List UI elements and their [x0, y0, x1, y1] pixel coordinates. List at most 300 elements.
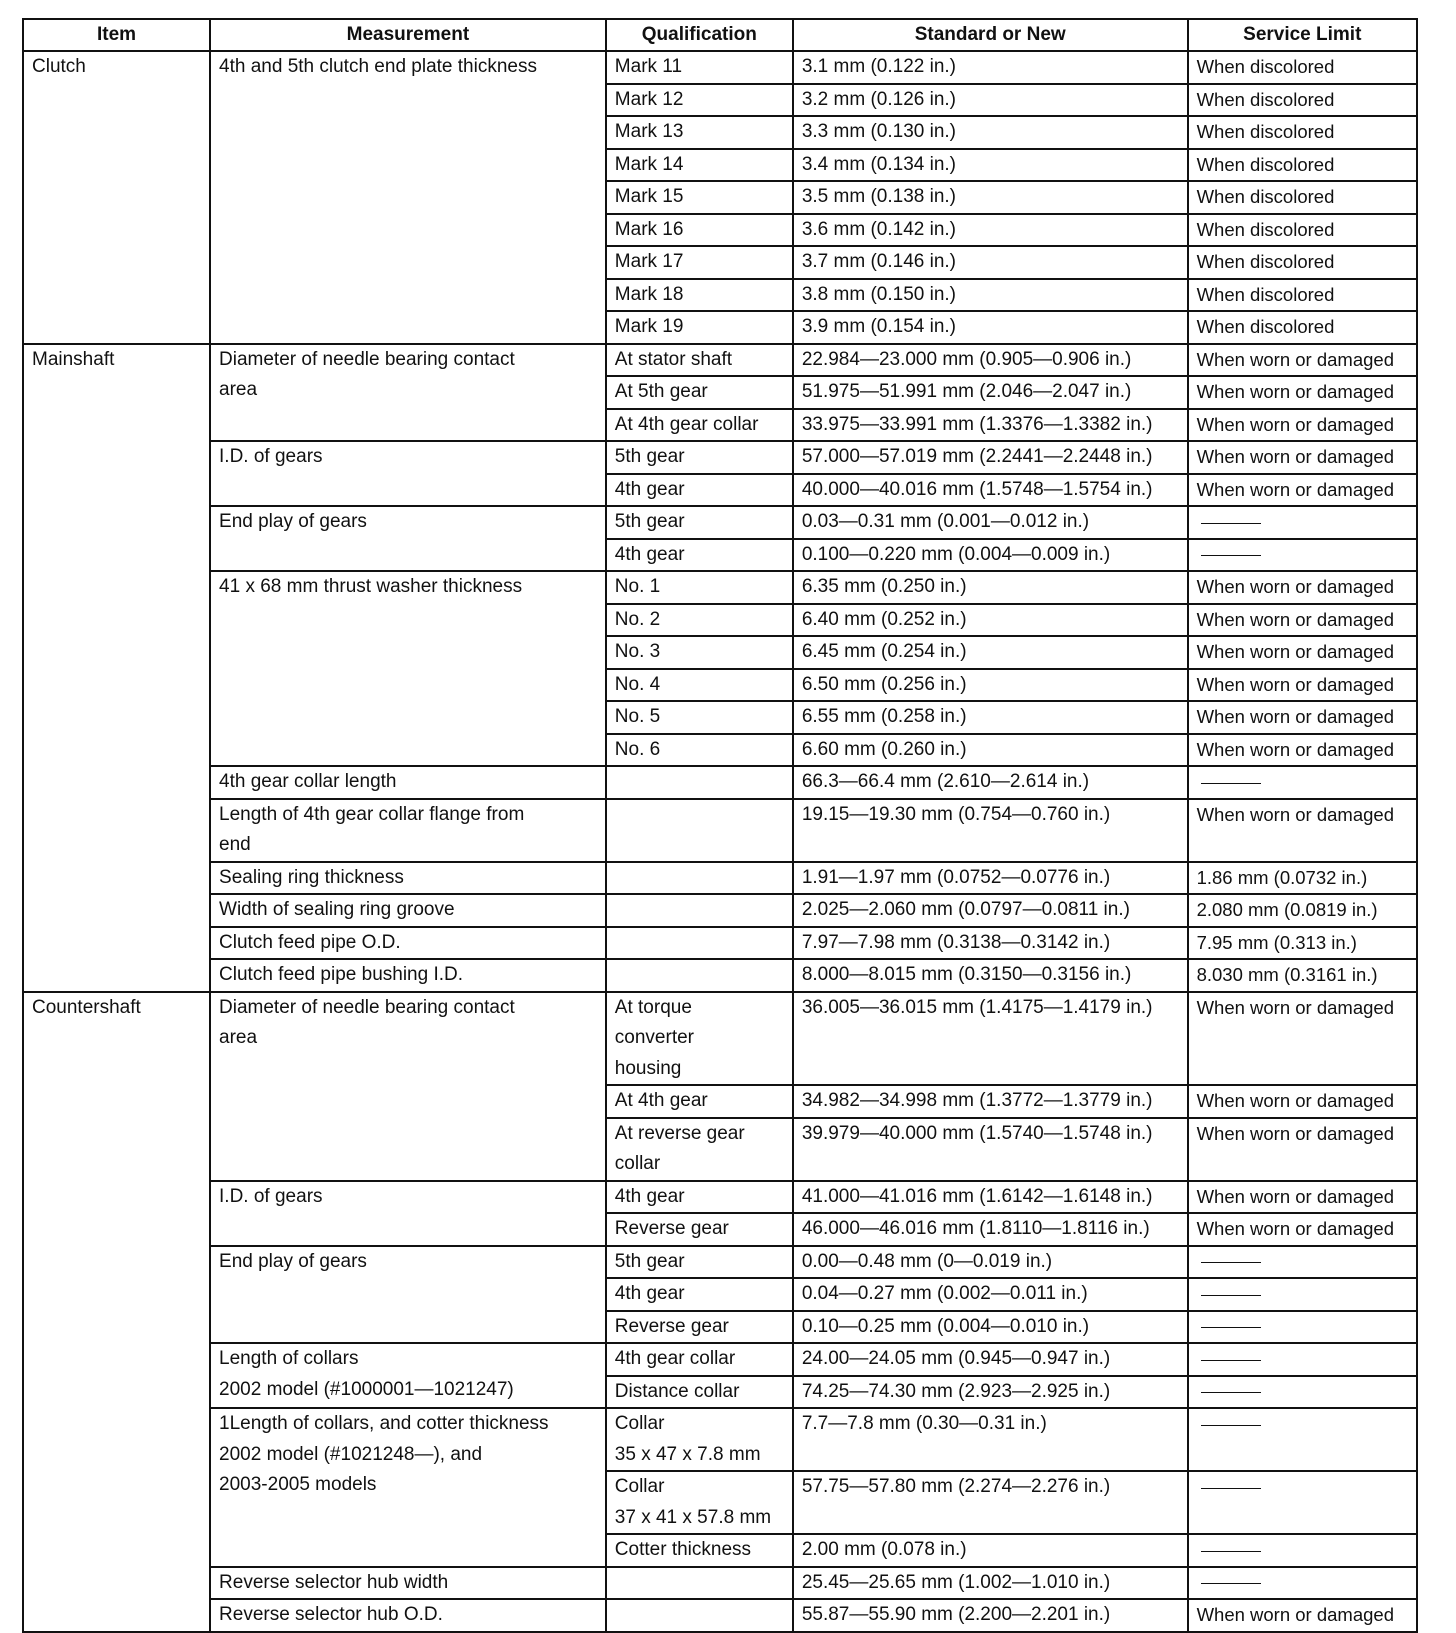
- measurement-cell: [210, 344, 606, 442]
- cell-line: 0.10—0.25 mm (0.004—0.010 in.): [801, 1315, 1090, 1337]
- cell-line: 74.25—74.30 mm (2.923—2.925 in.): [801, 1380, 1111, 1402]
- qualification-cell: [606, 1213, 793, 1246]
- no-limit-dash: [1201, 1488, 1261, 1489]
- service-limit-cell: [1188, 1471, 1417, 1534]
- service-limit-cell: [1188, 441, 1417, 474]
- cell-line: 34.982—34.998 mm (1.3772—1.3779 in.): [801, 1090, 1153, 1111]
- cell-line: Collar: [614, 1476, 665, 1497]
- cell-line: 3.5 mm (0.138 in.): [801, 186, 956, 207]
- cell-line: Mark 17: [614, 251, 684, 272]
- cell-line: No. 6: [614, 738, 661, 760]
- cell-line: When worn or damaged: [1196, 803, 1395, 825]
- cell-line: Diameter of needle bearing contact: [219, 996, 515, 1018]
- standard-cell: [793, 669, 1188, 702]
- standard-cell: [793, 1534, 1188, 1567]
- standard-cell: [793, 214, 1188, 247]
- cell-line: 41 x 68 mm thrust washer thickness: [219, 576, 523, 597]
- cell-line: When discolored: [1196, 251, 1335, 272]
- standard-cell: [793, 1085, 1188, 1118]
- cell-line: 57.75—57.80 mm (2.274—2.276 in.): [801, 1476, 1111, 1497]
- standard-cell: [793, 571, 1188, 604]
- cell-line: When worn or damaged: [1196, 608, 1395, 630]
- header-item: Item: [23, 19, 210, 51]
- cell-line: When worn or damaged: [1196, 1218, 1395, 1239]
- standard-cell: [793, 376, 1188, 409]
- standard-cell: [793, 1118, 1188, 1181]
- cell-line: When discolored: [1196, 316, 1335, 337]
- cell-line: 2.080 mm (0.0819 in.): [1196, 899, 1378, 920]
- standard-cell: [793, 409, 1188, 442]
- cell-line: At 4th gear: [614, 1090, 708, 1111]
- cell-line: When worn or damaged: [1196, 1604, 1395, 1625]
- service-limit-cell: [1188, 116, 1417, 149]
- header-row: [23, 19, 1417, 51]
- measurement-cell: [210, 862, 606, 895]
- cell-line: Mark 11: [614, 56, 683, 77]
- cell-line: At 5th gear: [614, 381, 708, 402]
- cell-line: At 4th gear collar: [614, 413, 759, 435]
- qualification-cell: [606, 506, 793, 539]
- table-header: [23, 19, 1417, 51]
- qualification-cell: [606, 1376, 793, 1409]
- standard-cell: [793, 701, 1188, 734]
- standard-cell: [793, 1278, 1188, 1311]
- cell-line: 5th gear: [614, 1250, 685, 1272]
- qualification-cell: [606, 1471, 793, 1534]
- cell-line: 0.03—0.31 mm (0.001—0.012 in.): [801, 511, 1090, 532]
- cell-line: 1Length of collars, and cotter thickness: [219, 1413, 549, 1434]
- qualification-cell: [606, 1246, 793, 1279]
- cell-line: 1.86 mm (0.0732 in.): [1196, 866, 1368, 888]
- table-row: [23, 51, 1417, 84]
- cell-line: 4th gear collar: [614, 1348, 736, 1369]
- cell-line: 2002 model (#1021248—), and: [219, 1443, 483, 1465]
- qualification-cell: [606, 1311, 793, 1344]
- qualification-cell: [606, 1278, 793, 1311]
- qualification-cell: [606, 441, 793, 474]
- service-limit-cell: [1188, 376, 1417, 409]
- cell-line: 3.7 mm (0.146 in.): [801, 251, 956, 272]
- cell-line: 22.984—23.000 mm (0.905—0.906 in.): [801, 348, 1132, 370]
- no-limit-dash: [1201, 783, 1261, 784]
- qualification-cell: [606, 604, 793, 637]
- service-limit-cell: [1188, 1534, 1417, 1567]
- service-limit-cell: [1188, 246, 1417, 279]
- standard-cell: [793, 1246, 1188, 1279]
- qualification-cell: [606, 116, 793, 149]
- table-row: [23, 1567, 1417, 1600]
- cell-line: Length of collars: [219, 1348, 359, 1369]
- cell-line: At torque: [614, 996, 692, 1018]
- qualification-cell: [606, 311, 793, 344]
- cell-line: Mark 18: [614, 283, 684, 305]
- cell-line: When worn or damaged: [1196, 348, 1395, 370]
- table-row: [23, 506, 1417, 539]
- cell-line: 25.45—25.65 mm (1.002—1.010 in.): [801, 1571, 1111, 1593]
- cell-line: area: [219, 1027, 258, 1048]
- service-limit-cell: [1188, 1599, 1417, 1632]
- qualification-cell: [606, 246, 793, 279]
- service-limit-cell: [1188, 636, 1417, 669]
- header-service-limit: Service Limit: [1188, 19, 1417, 51]
- qualification-cell: [606, 84, 793, 117]
- no-limit-dash: [1201, 1551, 1261, 1552]
- service-limit-cell: [1188, 734, 1417, 767]
- cell-line: When worn or damaged: [1196, 1185, 1395, 1207]
- cell-line: When worn or damaged: [1196, 381, 1395, 402]
- table-row: [23, 344, 1417, 377]
- cell-line: 4th gear: [614, 543, 685, 565]
- cell-line: I.D. of gears: [219, 1185, 323, 1207]
- header-standard: Standard or New: [793, 19, 1188, 51]
- qualification-cell: [606, 1118, 793, 1181]
- standard-cell: [793, 311, 1188, 344]
- standard-cell: [793, 766, 1188, 799]
- cell-line: Clutch feed pipe bushing I.D.: [219, 964, 464, 985]
- service-limit-cell: [1188, 1311, 1417, 1344]
- cell-line: 0.04—0.27 mm (0.002—0.011 in.): [801, 1283, 1088, 1304]
- table-row: [23, 571, 1417, 604]
- cell-line: When worn or damaged: [1196, 478, 1395, 500]
- cell-line: 35 x 47 x 7.8 mm: [614, 1443, 761, 1465]
- cell-line: 7.97—7.98 mm (0.3138—0.3142 in.): [801, 931, 1111, 953]
- cell-line: 4th gear collar length: [219, 771, 397, 792]
- service-limit-cell: [1188, 669, 1417, 702]
- cell-line: 57.000—57.019 mm (2.2441—2.2448 in.): [801, 446, 1153, 467]
- cell-line: 41.000—41.016 mm (1.6142—1.6148 in.): [801, 1185, 1153, 1207]
- no-limit-dash: [1201, 523, 1261, 524]
- standard-cell: [793, 84, 1188, 117]
- service-limit-cell: [1188, 279, 1417, 312]
- qualification-cell: [606, 51, 793, 84]
- qualification-cell: [606, 1181, 793, 1214]
- standard-cell: [793, 992, 1188, 1086]
- qualification-cell: [606, 734, 793, 767]
- table-row: [23, 862, 1417, 895]
- measurement-cell: [210, 1408, 606, 1567]
- cell-line: 5th gear: [614, 511, 685, 532]
- table-row: [23, 1246, 1417, 1279]
- qualification-cell: [606, 1534, 793, 1567]
- service-limit-cell: [1188, 992, 1417, 1086]
- cell-line: No. 1: [614, 576, 661, 597]
- measurement-cell: [210, 799, 606, 862]
- qualification-cell: [606, 539, 793, 572]
- standard-cell: [793, 862, 1188, 895]
- service-limit-cell: [1188, 344, 1417, 377]
- service-limit-cell: [1188, 1376, 1417, 1409]
- standard-cell: [793, 894, 1188, 927]
- cell-line: converter: [614, 1027, 694, 1048]
- header-measurement: Measurement: [210, 19, 606, 51]
- cell-line: Diameter of needle bearing contact: [219, 348, 515, 370]
- service-limit-cell: [1188, 539, 1417, 572]
- cell-line: 3.6 mm (0.142 in.): [801, 218, 956, 240]
- cell-line: 40.000—40.016 mm (1.5748—1.5754 in.): [801, 478, 1153, 500]
- table-row: [23, 992, 1417, 1086]
- cell-line: 7.7—7.8 mm (0.30—0.31 in.): [801, 1413, 1047, 1434]
- cell-line: area: [219, 379, 258, 400]
- standard-cell: [793, 604, 1188, 637]
- table-row: [23, 1343, 1417, 1376]
- service-limit-cell: [1188, 311, 1417, 344]
- cell-line: 19.15—19.30 mm (0.754—0.760 in.): [801, 803, 1111, 825]
- qualification-cell: [606, 636, 793, 669]
- cell-line: 8.030 mm (0.3161 in.): [1196, 964, 1378, 985]
- service-limit-cell: [1188, 1567, 1417, 1600]
- cell-line: 3.4 mm (0.134 in.): [801, 153, 956, 175]
- cell-line: End play of gears: [219, 1250, 367, 1272]
- qualification-cell: [606, 799, 793, 862]
- qualification-cell: [606, 1085, 793, 1118]
- cell-line: 3.1 mm (0.122 in.): [801, 56, 956, 77]
- no-limit-dash: [1201, 1295, 1261, 1296]
- service-limit-cell: [1188, 862, 1417, 895]
- cell-line: Mark 13: [614, 121, 684, 142]
- service-limit-cell: [1188, 766, 1417, 799]
- standard-cell: [793, 506, 1188, 539]
- qualification-cell: [606, 571, 793, 604]
- service-limit-cell: [1188, 84, 1417, 117]
- cell-line: When worn or damaged: [1196, 673, 1395, 695]
- table-row: [23, 441, 1417, 474]
- measurement-cell: [210, 1599, 606, 1632]
- cell-line: 0.100—0.220 mm (0.004—0.009 in.): [801, 543, 1111, 565]
- measurement-cell: [210, 1343, 606, 1408]
- qualification-cell: [606, 409, 793, 442]
- measurement-cell: [210, 927, 606, 960]
- qualification-cell: [606, 376, 793, 409]
- cell-line: When worn or damaged: [1196, 1090, 1395, 1111]
- service-limit-cell: [1188, 51, 1417, 84]
- no-limit-dash: [1201, 1360, 1261, 1361]
- standard-cell: [793, 149, 1188, 182]
- cell-line: 4th gear: [614, 1283, 685, 1304]
- measurement-cell: [210, 766, 606, 799]
- qualification-cell: [606, 1567, 793, 1600]
- service-limit-cell: [1188, 959, 1417, 992]
- standard-cell: [793, 441, 1188, 474]
- standard-cell: [793, 474, 1188, 507]
- cell-line: 37 x 41 x 57.8 mm: [614, 1506, 772, 1528]
- service-limit-cell: [1188, 571, 1417, 604]
- service-limit-cell: [1188, 927, 1417, 960]
- service-limit-cell: [1188, 474, 1417, 507]
- measurement-cell: [210, 894, 606, 927]
- cell-line: Reverse gear: [614, 1315, 729, 1337]
- standard-cell: [793, 539, 1188, 572]
- cell-line: 3.3 mm (0.130 in.): [801, 121, 956, 142]
- cell-line: 2003-2005 models: [219, 1474, 377, 1495]
- service-limit-cell: [1188, 181, 1417, 214]
- cell-line: 66.3—66.4 mm (2.610—2.614 in.): [801, 771, 1090, 792]
- cell-line: Mark 14: [614, 153, 684, 175]
- service-limit-cell: [1188, 409, 1417, 442]
- service-limit-cell: [1188, 799, 1417, 862]
- cell-line: No. 2: [614, 608, 661, 630]
- table-row: [23, 894, 1417, 927]
- cell-line: 36.005—36.015 mm (1.4175—1.4179 in.): [801, 996, 1153, 1018]
- service-limit-cell: [1188, 1213, 1417, 1246]
- qualification-cell: [606, 344, 793, 377]
- cell-line: When worn or damaged: [1196, 446, 1395, 467]
- cell-line: Mark 19: [614, 316, 684, 337]
- cell-line: Width of sealing ring groove: [219, 899, 455, 920]
- standard-cell: [793, 279, 1188, 312]
- measurement-cell: [210, 959, 606, 992]
- qualification-cell: [606, 959, 793, 992]
- no-limit-dash: [1201, 1262, 1261, 1263]
- standard-cell: [793, 1599, 1188, 1632]
- measurement-cell: [210, 1567, 606, 1600]
- cell-line: When discolored: [1196, 283, 1335, 305]
- table-row: [23, 1408, 1417, 1471]
- table-row: [23, 1181, 1417, 1214]
- measurement-cell: [210, 1246, 606, 1344]
- table-row: [23, 799, 1417, 862]
- measurement-cell: [210, 51, 606, 344]
- table-row: [23, 927, 1417, 960]
- qualification-cell: [606, 766, 793, 799]
- standard-cell: [793, 344, 1188, 377]
- cell-line: 6.50 mm (0.256 in.): [801, 673, 967, 695]
- cell-line: 3.8 mm (0.150 in.): [801, 283, 956, 305]
- cell-line: 4th gear: [614, 1185, 685, 1207]
- cell-line: 4th and 5th clutch end plate thickness: [219, 56, 537, 77]
- table-row: [23, 959, 1417, 992]
- no-limit-dash: [1201, 1425, 1261, 1426]
- cell-line: 46.000—46.016 mm (1.8110—1.8116 in.): [801, 1218, 1150, 1239]
- cell-line: When discolored: [1196, 56, 1335, 77]
- cell-line: 6.35 mm (0.250 in.): [801, 576, 967, 597]
- measurement-cell: [210, 441, 606, 506]
- qualification-cell: [606, 862, 793, 895]
- cell-line: When discolored: [1196, 218, 1335, 240]
- cell-line: 55.87—55.90 mm (2.200—2.201 in.): [801, 1604, 1111, 1625]
- cell-line: 2.00 mm (0.078 in.): [801, 1539, 967, 1560]
- qualification-cell: [606, 992, 793, 1086]
- cell-line: end: [219, 834, 251, 855]
- cell-line: 8.000—8.015 mm (0.3150—0.3156 in.): [801, 964, 1132, 985]
- cell-line: When worn or damaged: [1196, 738, 1395, 760]
- standard-cell: [793, 1376, 1188, 1409]
- cell-line: 6.60 mm (0.260 in.): [801, 738, 967, 760]
- cell-line: 6.45 mm (0.254 in.): [801, 641, 967, 662]
- service-limit-cell: [1188, 214, 1417, 247]
- standard-cell: [793, 116, 1188, 149]
- standard-cell: [793, 1408, 1188, 1471]
- cell-line: housing: [614, 1057, 682, 1079]
- cell-line: 6.40 mm (0.252 in.): [801, 608, 967, 630]
- spec-table: [22, 18, 1418, 1633]
- cell-line: When worn or damaged: [1196, 996, 1395, 1018]
- standard-cell: [793, 181, 1188, 214]
- table-body: [23, 51, 1417, 1632]
- qualification-cell: [606, 214, 793, 247]
- cell-line: 4th gear: [614, 478, 685, 500]
- standard-cell: [793, 959, 1188, 992]
- cell-line: Reverse selector hub width: [219, 1571, 449, 1593]
- cell-line: I.D. of gears: [219, 446, 323, 467]
- cell-line: 7.95 mm (0.313 in.): [1196, 931, 1357, 953]
- cell-line: Collar: [614, 1413, 665, 1434]
- table-row: [23, 766, 1417, 799]
- cell-line: 1.91—1.97 mm (0.0752—0.0776 in.): [801, 866, 1111, 888]
- item-cell: Clutch: [23, 51, 210, 344]
- cell-line: At stator shaft: [614, 348, 733, 370]
- qualification-cell: [606, 149, 793, 182]
- qualification-cell: [606, 1343, 793, 1376]
- item-cell: Countershaft: [23, 992, 210, 1632]
- cell-line: When worn or damaged: [1196, 413, 1395, 435]
- standard-cell: [793, 51, 1188, 84]
- service-limit-cell: [1188, 1343, 1417, 1376]
- standard-cell: [793, 246, 1188, 279]
- cell-line: Reverse selector hub O.D.: [219, 1604, 443, 1625]
- qualification-cell: [606, 669, 793, 702]
- header-qualification: Qualification: [606, 19, 793, 51]
- standard-cell: [793, 1343, 1188, 1376]
- qualification-cell: [606, 474, 793, 507]
- service-limit-cell: [1188, 1246, 1417, 1279]
- standard-cell: [793, 927, 1188, 960]
- cell-line: Mark 12: [614, 88, 684, 110]
- cell-line: Reverse gear: [614, 1218, 729, 1239]
- cell-line: When discolored: [1196, 153, 1335, 175]
- standard-cell: [793, 734, 1188, 767]
- standard-cell: [793, 1311, 1188, 1344]
- no-limit-dash: [1201, 555, 1261, 556]
- cell-line: Length of 4th gear collar flange from: [219, 803, 525, 825]
- cell-line: 39.979—40.000 mm (1.5740—1.5748 in.): [801, 1122, 1153, 1144]
- standard-cell: [793, 1213, 1188, 1246]
- standard-cell: [793, 1181, 1188, 1214]
- qualification-cell: [606, 279, 793, 312]
- standard-cell: [793, 636, 1188, 669]
- cell-line: At reverse gear: [614, 1122, 745, 1144]
- cell-line: 3.2 mm (0.126 in.): [801, 88, 956, 110]
- cell-line: When discolored: [1196, 121, 1335, 142]
- qualification-cell: [606, 1599, 793, 1632]
- standard-cell: [793, 799, 1188, 862]
- cell-line: 51.975—51.991 mm (2.046—2.047 in.): [801, 381, 1132, 402]
- service-limit-cell: [1188, 1181, 1417, 1214]
- cell-line: collar: [614, 1153, 661, 1174]
- cell-line: When discolored: [1196, 88, 1335, 110]
- cell-line: Mark 15: [614, 186, 684, 207]
- cell-line: When discolored: [1196, 186, 1335, 207]
- cell-line: No. 5: [614, 706, 661, 727]
- service-limit-cell: [1188, 149, 1417, 182]
- cell-line: 0.00—0.48 mm (0—0.019 in.): [801, 1250, 1053, 1272]
- qualification-cell: [606, 701, 793, 734]
- cell-line: 5th gear: [614, 446, 685, 467]
- service-limit-cell: [1188, 701, 1417, 734]
- cell-line: Sealing ring thickness: [219, 866, 404, 888]
- cell-line: End play of gears: [219, 511, 367, 532]
- qualification-cell: [606, 181, 793, 214]
- no-limit-dash: [1201, 1392, 1261, 1393]
- cell-line: Cotter thickness: [614, 1539, 752, 1560]
- measurement-cell: [210, 992, 606, 1181]
- measurement-cell: [210, 506, 606, 571]
- cell-line: Mark 16: [614, 218, 684, 240]
- cell-line: No. 3: [614, 641, 661, 662]
- service-limit-cell: [1188, 604, 1417, 637]
- qualification-cell: [606, 894, 793, 927]
- service-limit-cell: [1188, 1408, 1417, 1471]
- cell-line: Clutch feed pipe O.D.: [219, 931, 401, 953]
